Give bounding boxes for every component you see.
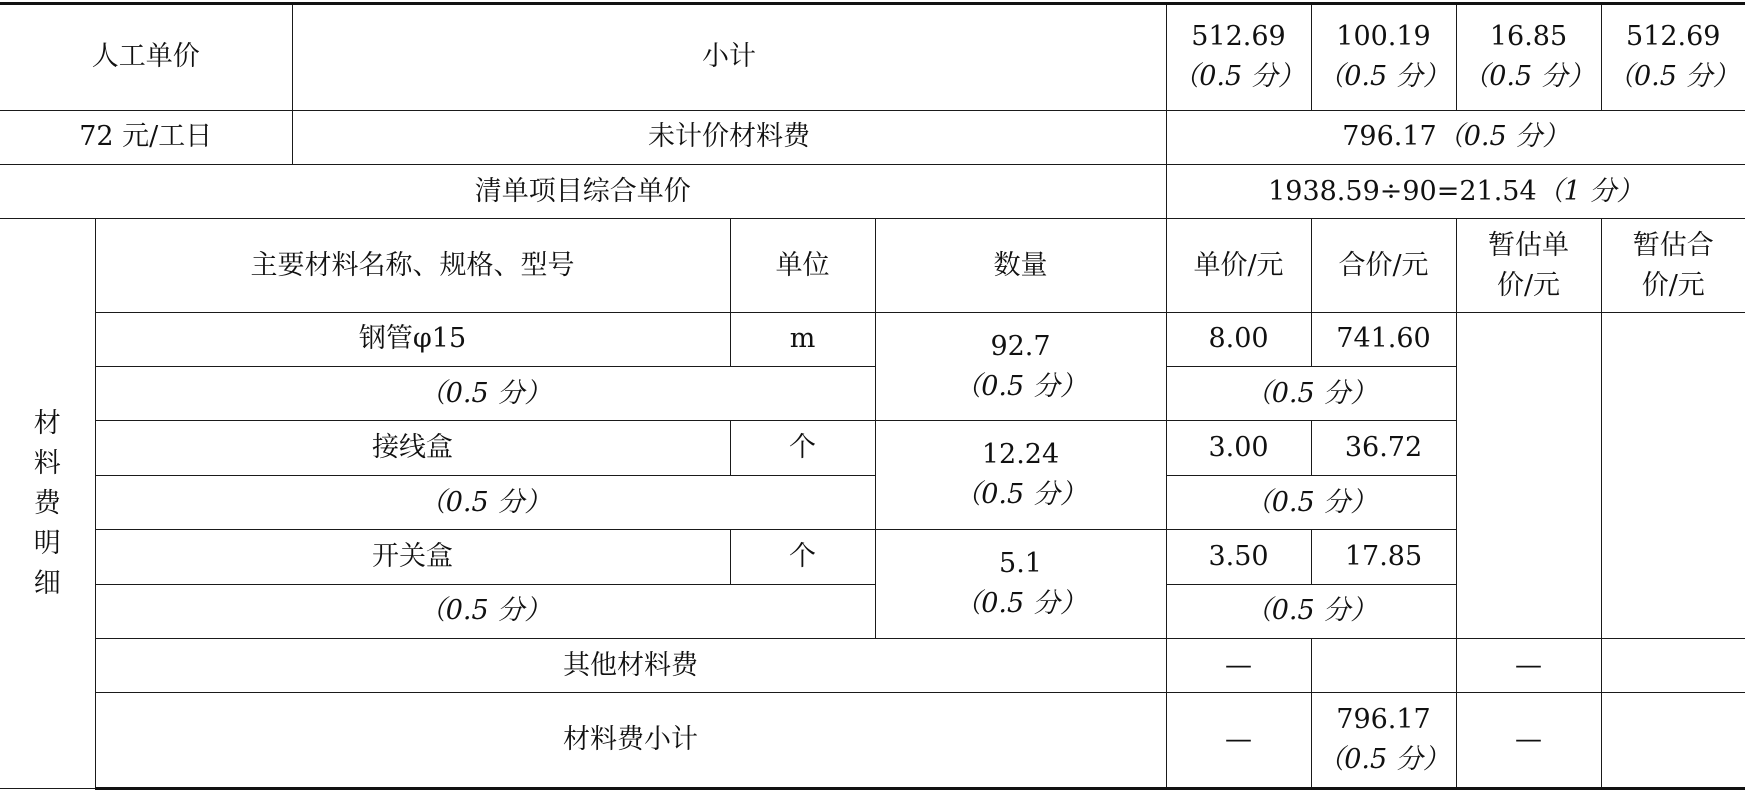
material-subtotal-amount: 796.17 — [1336, 704, 1431, 736]
header-material-name: 主要材料名称、规格、型号 — [95, 219, 730, 313]
est-unit-price-blank — [1456, 312, 1601, 638]
est-total-price-blank — [1601, 312, 1745, 638]
item-unit: 个 — [730, 530, 875, 584]
item-unit-price: 8.00 — [1166, 312, 1311, 366]
header-est-total-price-line2: 价/元 — [1641, 269, 1705, 301]
item-quantity — [875, 421, 1166, 530]
material-subtotal-label: 材料费小计 — [95, 693, 1166, 789]
item-quantity-score: （0.5 分） — [954, 370, 1087, 402]
header-est-total-price — [1601, 219, 1745, 313]
item-quantity-score: （0.5 分） — [954, 479, 1087, 511]
item-unit-price: 3.00 — [1166, 421, 1311, 475]
other-material-row — [0, 638, 1745, 692]
header-total-price: 合价/元 — [1311, 219, 1456, 313]
subtotal-labor — [1166, 4, 1311, 111]
other-material-unit-price: — — [1166, 638, 1311, 692]
header-quantity: 数量 — [875, 219, 1166, 313]
item-quantity — [875, 312, 1166, 421]
subtotal-material — [1311, 4, 1456, 111]
cost-analysis-table — [0, 2, 1745, 790]
item-unit: m — [730, 312, 875, 366]
subtotal-material-value: 100.19 — [1336, 21, 1431, 53]
header-unit-price: 单价/元 — [1166, 219, 1311, 313]
labor-rate: 72 元/工日 — [0, 110, 292, 164]
material-subtotal-value — [1311, 693, 1456, 789]
item-price-score: （0.5 分） — [1166, 367, 1456, 421]
item-quantity — [875, 530, 1166, 639]
unpriced-score: （0.5 分） — [1436, 121, 1570, 153]
material-subtotal-unit-price: — — [1166, 693, 1311, 789]
item-quantity-value: 92.7 — [990, 330, 1051, 362]
other-material-est-total-blank — [1601, 638, 1745, 692]
item-total-price: 36.72 — [1311, 421, 1456, 475]
subtotal-row — [0, 4, 1745, 111]
material-subtotal-est-total-blank — [1601, 693, 1745, 789]
side-char-1: 材 — [33, 407, 61, 439]
item-unit: 个 — [730, 421, 875, 475]
material-header-row — [0, 219, 1745, 313]
subtotal-overhead — [1601, 4, 1745, 111]
item-price-score: （0.5 分） — [1166, 475, 1456, 529]
subtotal-machine-score: （0.5 分） — [1462, 61, 1595, 93]
composite-score: （1 分） — [1536, 175, 1644, 207]
item-quantity-value: 12.24 — [981, 439, 1060, 471]
subtotal-overhead-value: 512.69 — [1626, 21, 1721, 53]
composite-price-label: 清单项目综合单价 — [0, 164, 1166, 218]
unpriced-material-row — [0, 110, 1745, 164]
material-detail-side-label — [0, 219, 95, 789]
subtotal-machine-value: 16.85 — [1489, 21, 1568, 53]
item-name: 接线盒 — [95, 421, 730, 475]
item-unit-price: 3.50 — [1166, 530, 1311, 584]
material-row-steel-pipe — [0, 312, 1745, 366]
subtotal-material-score: （0.5 分） — [1317, 61, 1450, 93]
composite-value: 1938.59÷90=21.54 — [1268, 175, 1537, 207]
subtotal-labor-value: 512.69 — [1191, 21, 1286, 53]
composite-price-value — [1166, 164, 1745, 218]
header-est-total-price-line1: 暂估合 — [1632, 229, 1714, 261]
composite-price-row — [0, 164, 1745, 218]
other-material-est-unit-price: — — [1456, 638, 1601, 692]
item-name-score: （0.5 分） — [95, 584, 875, 638]
material-subtotal-est-unit-price: — — [1456, 693, 1601, 789]
item-name-score: （0.5 分） — [95, 475, 875, 529]
item-total-price: 741.60 — [1311, 312, 1456, 366]
item-quantity-value: 5.1 — [999, 548, 1042, 580]
header-est-unit-price-line2: 价/元 — [1496, 269, 1561, 301]
item-name-score: （0.5 分） — [95, 367, 875, 421]
item-total-price: 17.85 — [1311, 530, 1456, 584]
item-name: 开关盒 — [95, 530, 730, 584]
item-quantity-score: （0.5 分） — [954, 588, 1087, 620]
labor-price-header: 人工单价 — [0, 4, 292, 111]
side-char-3: 费 — [33, 487, 61, 519]
side-char-4: 明 — [33, 527, 61, 559]
other-material-label: 其他材料费 — [95, 638, 1166, 692]
unpriced-material-value — [1166, 110, 1745, 164]
subtotal-overhead-score: （0.5 分） — [1607, 61, 1740, 93]
unpriced-value: 796.17 — [1342, 121, 1437, 153]
item-name: 钢管φ15 — [95, 312, 730, 366]
unpriced-material-label: 未计价材料费 — [292, 110, 1166, 164]
material-subtotal-row — [0, 693, 1745, 789]
header-unit: 单位 — [730, 219, 875, 313]
material-subtotal-score: （0.5 分） — [1317, 744, 1450, 776]
subtotal-labor-score: （0.5 分） — [1172, 61, 1305, 93]
side-char-2: 料 — [33, 447, 61, 479]
header-est-unit-price — [1456, 219, 1601, 313]
subtotal-label: 小计 — [292, 4, 1166, 111]
subtotal-machine — [1456, 4, 1601, 111]
item-price-score: （0.5 分） — [1166, 584, 1456, 638]
header-est-unit-price-line1: 暂估单 — [1488, 229, 1570, 261]
other-material-total-blank — [1311, 638, 1456, 692]
side-char-5: 细 — [33, 567, 61, 599]
